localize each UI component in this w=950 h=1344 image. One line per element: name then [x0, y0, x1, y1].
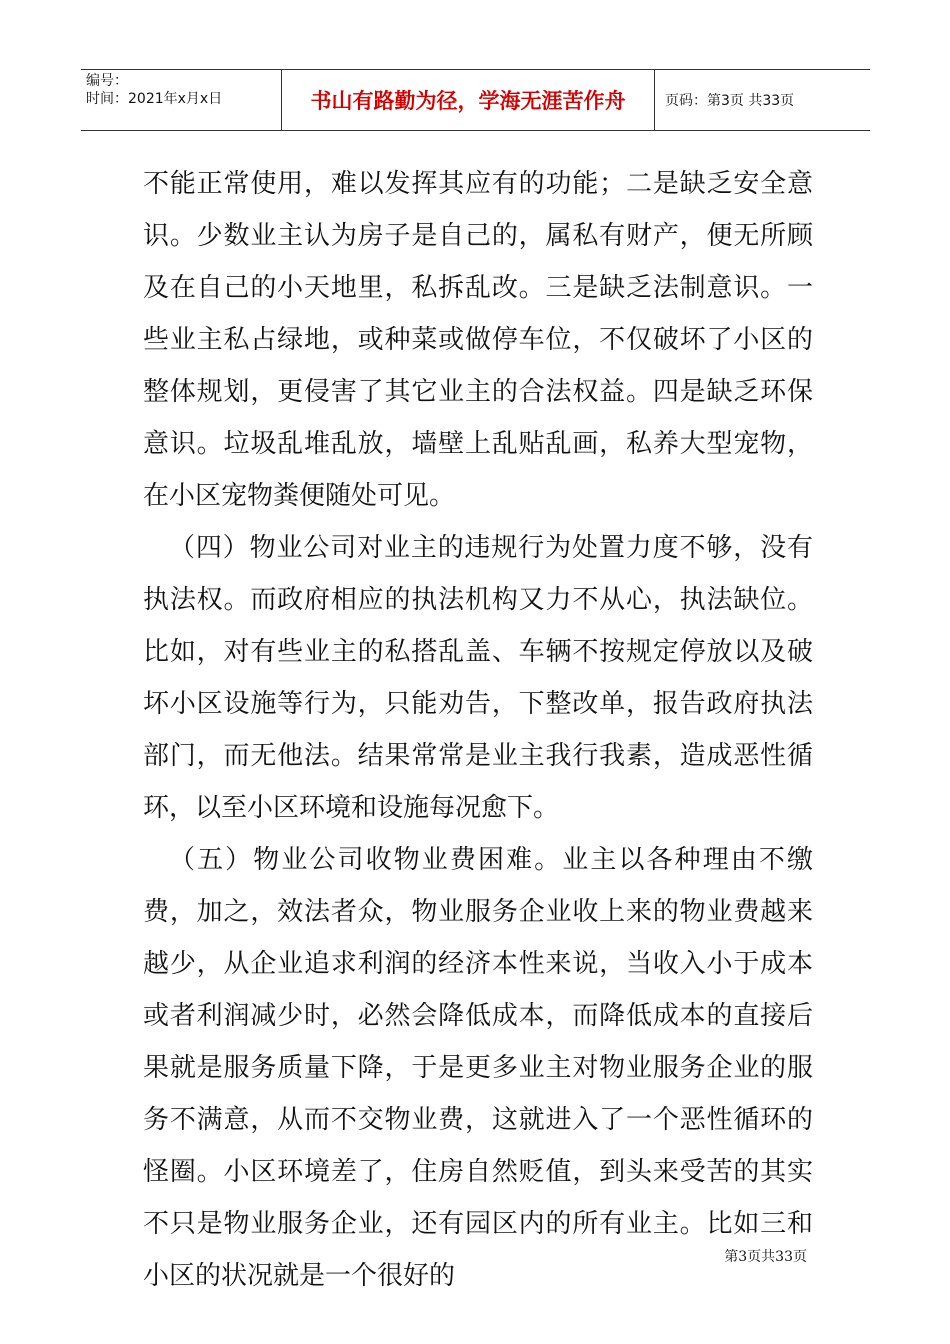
page-header — [81, 69, 870, 131]
header-motto: 书山有路勤为径，学海无涯苦作舟 — [282, 70, 655, 130]
paragraph: （四）物业公司对业主的违规行为处置力度不够，没有执法权。而政府相应的执法机构又力不从心，执法缺位。比如，对有些业主的私搭乱盖、车辆不按规定停放以及破坏小区设施等行为，只能劝告，下整改单，报告政府执法部门，而无他法。结果常常是业主我行我素，造成恶性循环，以至小区环境和设施每况愈下。 — [143, 533, 813, 823]
paragraph: 不能正常使用，难以发挥其应有的功能；二是缺乏安全意识。少数业主认为房子是自己的，属私有财产，便无所顾及在自己的小天地里，私拆乱改。三是缺乏法制意识。一些业主私占绿地，或种菜或做停车位，不仅破坏了小区的整体规划，更侵害了其它业主的合法权益。四是缺乏环保意识。垃圾乱堆乱放，墙壁上乱贴乱画，私养大型宠物，在小区宠物粪便随处可见。 — [143, 169, 813, 511]
header-meta — [81, 70, 282, 130]
page-footer: 第3页共33页 — [724, 1249, 807, 1265]
document-number: 编号： — [86, 73, 128, 89]
header-page-info: 页码：第3页 共33页 — [665, 93, 795, 109]
document-time: 时间：2021年x月x日 — [86, 91, 223, 107]
paragraph: （五）物业公司收物业费困难。业主以各种理由不缴费，加之，效法者众，物业服务企业收上来的物业费越来越少，从企业追求利润的经济本性来说，当收入小于成本或者利润减少时，必然会降低成本，而降低成本的直接后果就是服务质量下降，于是更多业主对物业服务企业的服务不满意，从而不交物业费，这就进入了一个恶性循环的怪圈。小区环境差了，住房自然贬值，到头来受苦的其实不只是物业服务企业，还有园区内的所有业主。比如三和小区的状况就是一个很好的 — [143, 845, 813, 1291]
document-body — [143, 158, 813, 1302]
